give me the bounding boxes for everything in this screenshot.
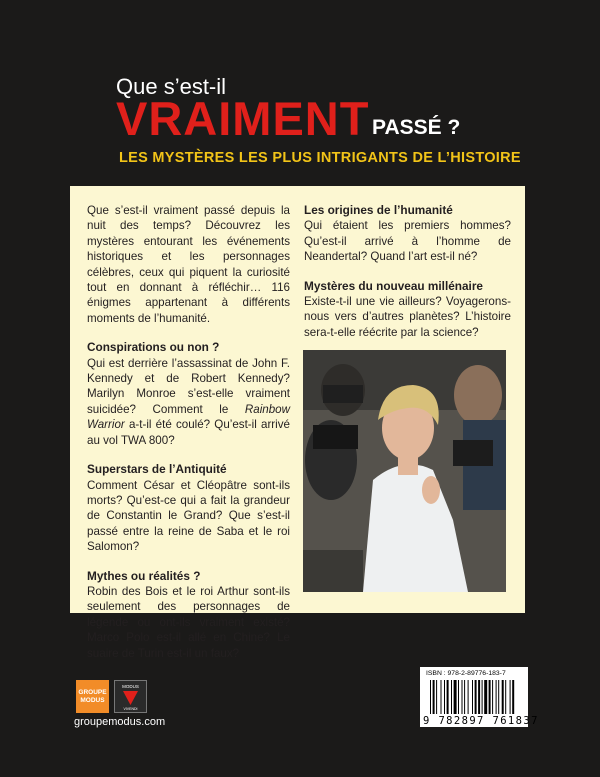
title-line-3: PASSÉ ? — [372, 116, 461, 139]
section-text: Existe-t-il une vie ailleurs? Voyagerons-nous vers d’autres planètes? L’histoire sera-t-elle réécrite par la science? — [304, 295, 511, 339]
title-line-2: VRAIMENT — [116, 92, 370, 145]
modus-vivendi-logo — [114, 680, 147, 713]
section-text: Qui étaient les premiers hommes? Qu’est-il arrivé à l’homme de Neandertal? Quand l’art est-il né? — [304, 219, 511, 264]
barcode-number: 9 782897 761837 — [423, 715, 539, 727]
title-line-1: Que s’est-il — [116, 74, 227, 99]
section-mythes — [87, 569, 290, 661]
section-heading: Mystères du nouveau millénaire — [304, 278, 483, 293]
section-millenaire — [304, 279, 511, 341]
svg-text:VIVENDI: VIVENDI — [123, 707, 138, 711]
section-heading: Les origines de l’humanité — [304, 203, 453, 217]
section-text: Qui est derrière l’assassinat de John F. Kennedy et de Robert Kennedy? Marilyn Monroe s’est-elle vraiment suicidée? Comment le Rainbow Warrior a-t-il été coulé? Qu’est-il arrivé au vol TWA 800? — [87, 356, 290, 447]
section-heading: Conspirations ou non ? — [87, 340, 220, 355]
cover-photo — [303, 350, 506, 592]
barcode — [420, 667, 539, 727]
left-column — [87, 203, 290, 661]
groupe-modus-logo: GROUPE MODUS — [76, 680, 109, 713]
section-origines — [304, 203, 511, 265]
isbn-text: ISBN : 978-2-89776-183-7 — [426, 670, 506, 677]
section-text: Comment César et Cléopâtre sont-ils morts? Qu’est-ce qui a fait la grandeur de Constantin le Grand? Que s’est-il passé entre la reine de Saba et le roi Salomon? — [87, 478, 290, 554]
section-heading: Mythes ou réalités ? — [87, 568, 201, 583]
section-superstars — [87, 462, 290, 554]
section-conspirations — [87, 340, 290, 448]
section-heading: Superstars de l’Antiquité — [87, 462, 227, 477]
section-text: Robin des Bois et le roi Arthur sont-ils seulement des personnages de légende ou ont-ils vraiment existé? Marco Polo est-il allé en Chine? Le suaire de Turin est-il un faux? — [87, 584, 290, 660]
subtitle: LES MYSTÈRES LES PLUS INTRIGANTS DE L’HISTOIRE — [119, 150, 521, 166]
right-column — [304, 203, 511, 340]
website-link[interactable]: groupemodus.com — [74, 716, 166, 728]
intro-text: Que s’est-il vraiment passé depuis la nuit des temps? Découvrez les mystères entourant les événements historiques et les personnages célèbres, ceux qui piquent la curiosité tout en donnant à réfléchir… 116 énigmes appartenant à différents moments de l’humanité. — [87, 204, 290, 325]
svg-text:MODUS: MODUS — [122, 684, 139, 689]
